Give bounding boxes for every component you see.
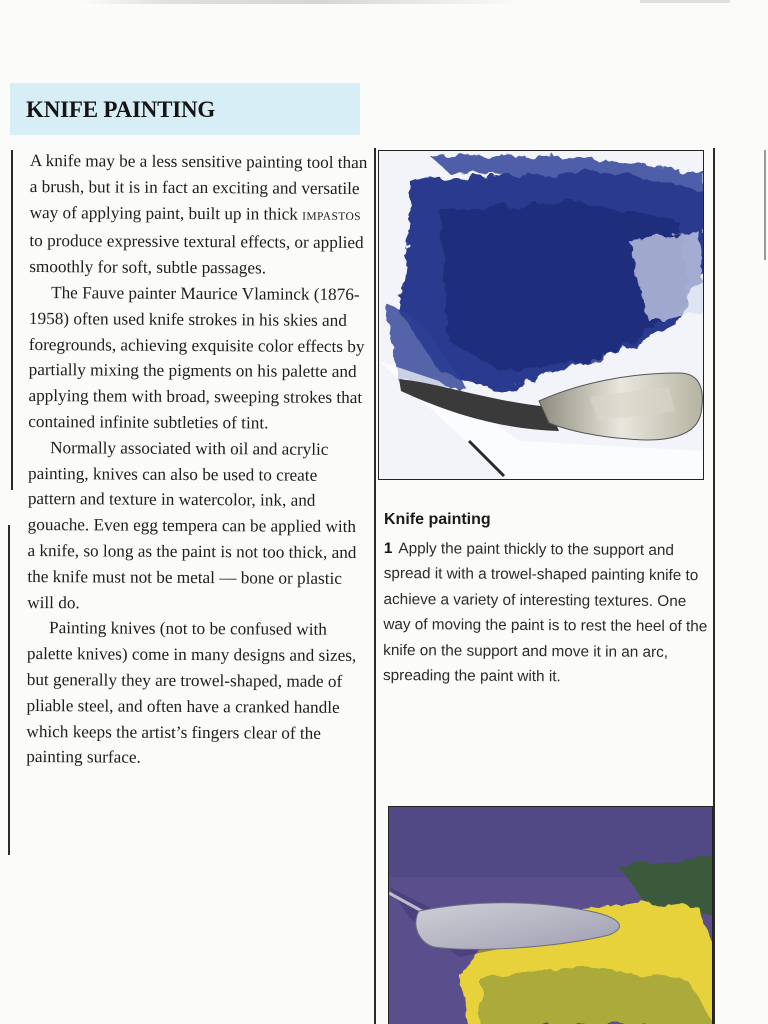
small-caps-term: IMPASTOS <box>302 210 362 223</box>
knife-painting-photo-yellow <box>388 806 713 1024</box>
caption-step-number: 1 <box>383 539 393 558</box>
column-rule <box>374 148 376 1024</box>
caption-heading: Knife painting <box>384 511 491 528</box>
scan-edge-mark <box>80 0 520 4</box>
body-paragraph: The Fauve painter Maurice Vlaminck (1876-1958) often used knife strokes in his skies and foregrounds, achieving exquisite color effects by partially mixing the pigments on his palette and applying them with broad, sweeping strokes that contained infinite subtleties of tint. <box>28 283 365 433</box>
body-paragraph: Normally associated with oil and acrylic painting, knives can also be used to create pattern and texture in watercolor, ink, and gouache. Even egg tempera can be applied with a knife, so long as the paint is not too thick, and the knife must not be metal — bone or plastic will do. <box>27 437 357 612</box>
column-rule <box>764 150 766 260</box>
section-title: KNIFE PAINTING <box>26 97 216 122</box>
yellow-impasto-illustration <box>389 807 713 1024</box>
article-body <box>26 148 370 772</box>
knife-painting-photo-blue <box>378 150 704 480</box>
body-text-run: to produce expressive textural effects, or applied smoothly for soft, subtle passages. <box>29 231 364 278</box>
scan-edge-mark <box>640 0 730 3</box>
body-paragraph: Painting knives (not to be confused with palette knives) come in many designs and sizes, but generally they are trowel-shaped, made of pliable steel, and often have a cranked handle which keeps the artist’s fingers clear of the painting surface. <box>26 618 357 768</box>
column-rule <box>11 150 13 490</box>
caption-step-text: Apply the paint thickly to the support and spread it with a trowel-shaped painting knife to achieve a variety of interesting textures. One way of moving the paint is to rest the heel of the knife on the support and move it in an arc, spreading the paint with it. <box>382 540 708 686</box>
caption-block <box>383 536 710 691</box>
body-text-run: A knife may be a less sensitive painting tool than a brush, but it is in fact an exciting and versatile way of applying paint, built up in thick <box>29 150 368 224</box>
column-rule <box>713 148 715 1024</box>
column-rule <box>8 525 10 855</box>
caption-step <box>383 536 710 691</box>
blue-impasto-illustration <box>379 151 704 480</box>
body-paragraph <box>29 148 370 282</box>
